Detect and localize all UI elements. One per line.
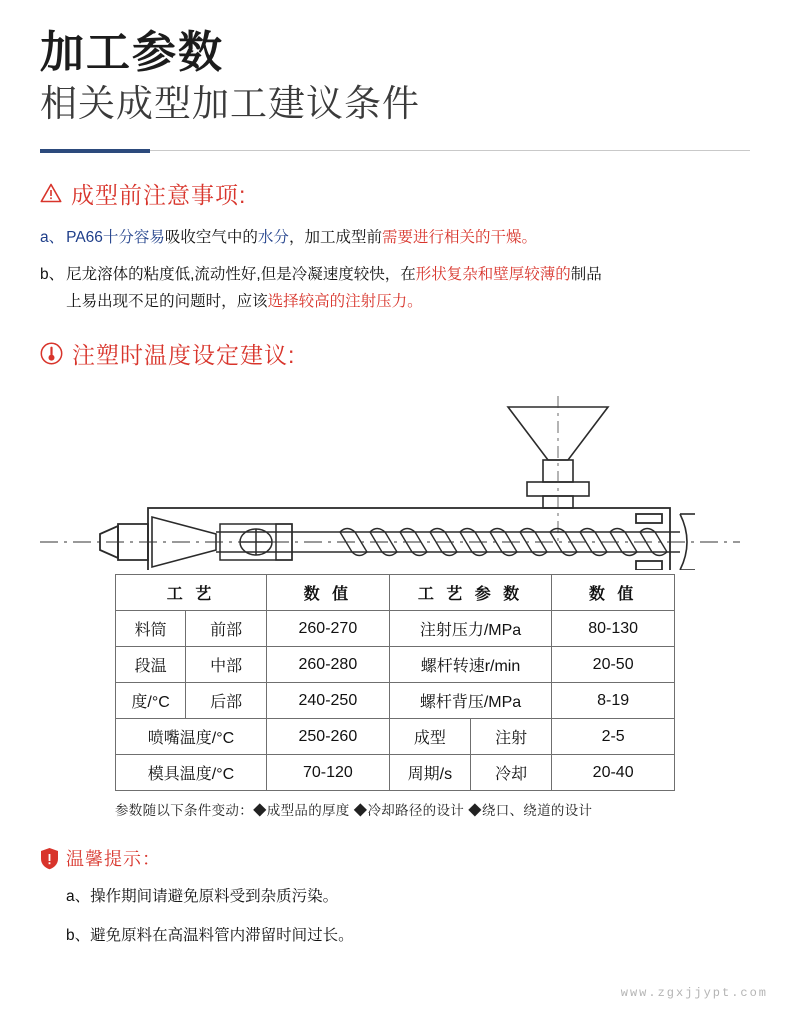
row3-value2: 2-5 [552,719,675,755]
table-header-row [116,575,675,611]
row0-value2: 80-130 [552,611,675,647]
note-b-marker: b、 [40,265,65,283]
note-b-body [66,261,750,315]
table-header-value-1: 数 值 [267,575,390,611]
row4-param2: 冷却 [495,766,528,784]
parameter-table [115,574,675,791]
table-row [116,647,675,683]
note-a-marker: a、 [40,228,65,246]
row2-param: 螺杆背压/MPa [389,683,552,719]
section-heading-pre-molding [40,177,750,210]
header-divider [40,149,750,153]
row1-col1: 段温 [116,647,186,683]
note-a-seg-3: ，加工成型前 [288,228,382,246]
row1-value2: 20-50 [552,647,675,683]
tip-item-a: a、操作期间请避免原料受到杂质污染。 [66,888,339,906]
page-subtitle: 相关成型加工建议条件 [40,82,420,124]
row1-value1: 260-280 [267,647,390,683]
row4-param: 周期/s [390,755,471,790]
watermark: www.zgxjjypt.com [620,986,768,1000]
table-body [116,611,675,791]
section-temp-heading-text: 注塑时温度设定建议: [72,342,296,369]
note-b-seg-0: 尼龙溶体的粘度低,流动性好,但是冷凝速度较快，在 [66,265,416,283]
warning-triangle-icon [40,183,62,203]
row2-value2: 8-19 [552,683,675,719]
row4-value2: 20-40 [552,755,675,791]
row3-col1: 喷嘴温度/°C [116,719,267,755]
row2-col2: 后部 [186,683,267,719]
row1-col2: 中部 [186,647,267,683]
row0-param: 注射压力/MPa [389,611,552,647]
note-a-seg-2: 水分 [257,228,289,246]
note-b-seg-1: 形状复杂和壁厚较薄的 [415,265,571,283]
note-b-seg-2: 制品 [570,265,602,283]
table-header-value-2: 数 值 [552,575,675,611]
note-item-b [40,261,750,315]
row4-param-split [390,755,552,790]
pre-molding-notes [40,224,750,315]
note-a-body [66,224,750,251]
injection-machine-illustration [40,374,750,570]
tip-item-b: b、避免原料在高温料管内滞留时间过长。 [66,927,354,945]
tips-heading-text: 温馨提示： [66,849,161,870]
note-b-seg-4: 选择较高的注射压力。 [267,293,423,311]
tips-section [40,845,750,949]
row0-value1: 260-270 [267,611,390,647]
row0-col2: 前部 [186,611,267,647]
row2-value1: 240-250 [267,683,390,719]
row0-col1: 料筒 [116,611,186,647]
table-footnote: 参数随以下条件变动：◆成型品的厚度 ◆冷却路径的设计 ◆绕口、绕道的设计 [115,803,593,819]
row2-col1: 度/°C [116,683,186,719]
row3-param: 成型 [390,719,471,754]
table-row [116,683,675,719]
row4-value1: 70-120 [267,755,390,791]
section-pre-heading-text: 成型前注意事项: [71,181,247,208]
note-a-seg-4: 需要进行相关的干燥。 [381,228,537,246]
note-item-a [40,224,750,251]
table-header-process: 工 艺 [116,575,267,611]
row3-param2: 注射 [495,730,528,748]
row4-param-cell [389,755,552,791]
row3-param-cell [389,719,552,755]
shield-icon [40,847,59,870]
thermometer-circle-icon [40,342,63,365]
note-b-seg-3: 上易出现不足的问题时，应该 [66,293,268,311]
table-head [116,575,675,611]
table-row [116,611,675,647]
section-heading-temperature [40,337,750,370]
parameter-table-wrap [115,574,675,819]
divider-blue-accent [40,149,150,153]
table-header-param: 工 艺 参 数 [389,575,552,611]
row3-value1: 250-260 [267,719,390,755]
tips-heading [40,845,750,871]
note-a-seg-1: 吸收空气中的 [164,228,258,246]
row1-param: 螺杆转速r/min [389,647,552,683]
note-a-seg-0: PA66十分容易 [66,228,165,246]
row4-col1: 模具温度/°C [116,755,267,791]
table-row [116,755,675,791]
table-row [116,719,675,755]
row3-param-split [390,719,552,754]
page-title: 加工参数 [40,28,224,77]
